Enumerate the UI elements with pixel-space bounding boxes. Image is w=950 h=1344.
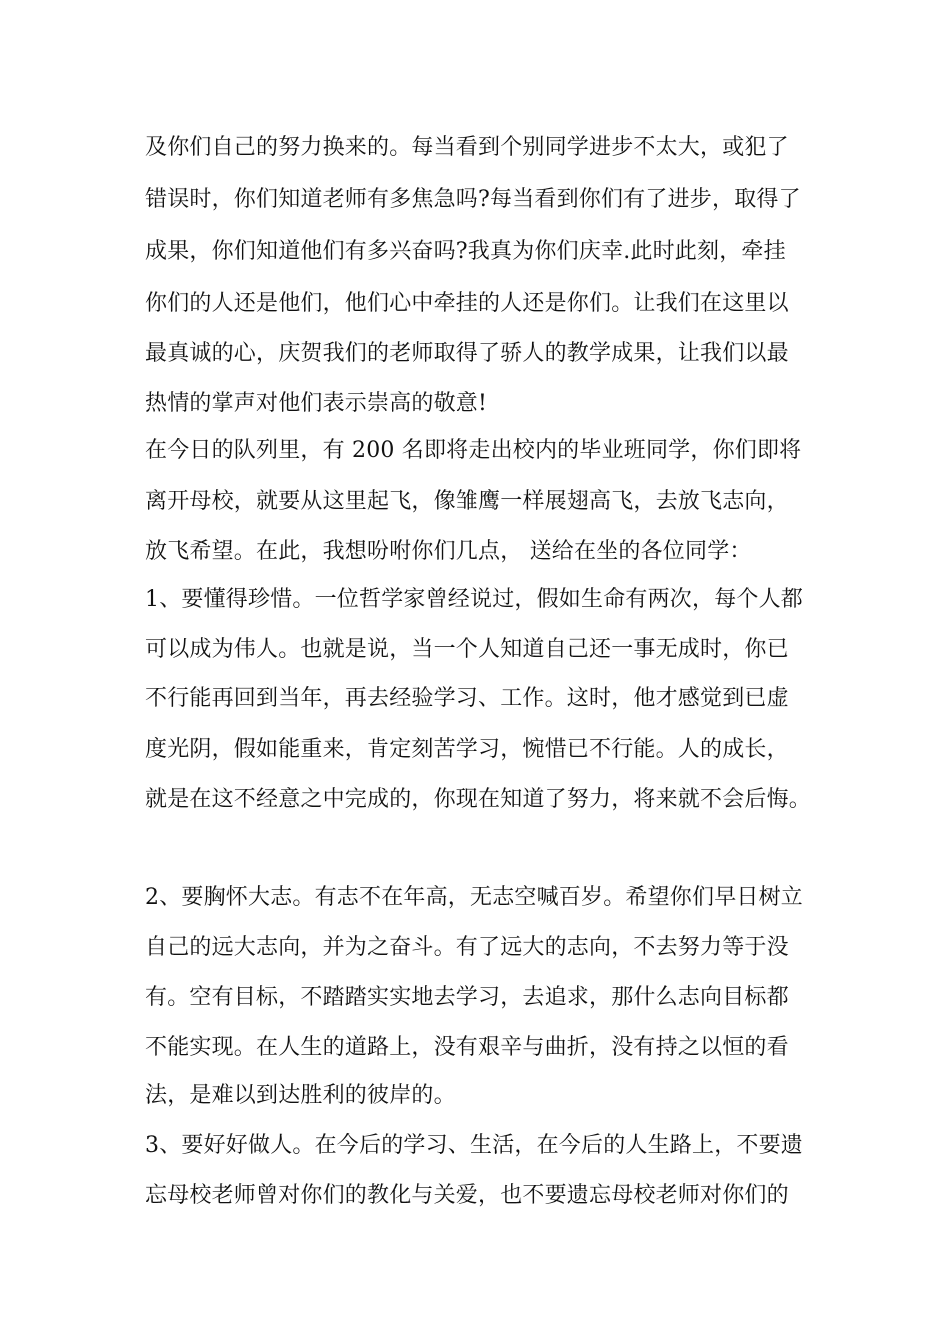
text-line: 有。空有目标，不踏踏实实地去学习，去追求，那什么志向目标都: [145, 985, 789, 1010]
text-line: 离开母校，就要从这里起飞，像雏鹰一样展翅高飞，去放飞志向，: [145, 489, 789, 514]
text-line: 及你们自己的努力换来的。每当看到个别同学进步不太大，或犯了: [145, 135, 789, 160]
text-line: 可以成为伟人。也就是说，当一个人知道自己还一事无成时，你已: [145, 637, 789, 662]
text-line: 错误时，你们知道老师有多焦急吗?每当看到你们有了进步，取得了: [145, 187, 801, 212]
text-line: 3、要好好做人。在今后的学习、生活，在今后的人生路上，不要遗: [145, 1133, 803, 1158]
text-line: 最真诚的心，庆贺我们的老师取得了骄人的教学成果，让我们以最: [145, 341, 789, 366]
text-line: 不能实现。在人生的道路上，没有艰辛与曲折，没有持之以恒的看: [145, 1035, 789, 1060]
text-line: 不行能再回到当年，再去经验学习、工作。这时，他才感觉到已虚: [145, 686, 789, 711]
text-line: 热情的掌声对他们表示崇高的敬意!: [145, 391, 488, 416]
text-line: 度光阴，假如能重来，肯定刻苦学习，惋惜已不行能。人的成长，: [145, 737, 789, 762]
text-line: 你们的人还是他们，他们心中牵挂的人还是你们。让我们在这里以: [145, 291, 789, 316]
text-line: 就是在这不经意之中完成的，你现在知道了努力，将来就不会后悔。: [145, 787, 812, 812]
text-line: 自己的远大志向，并为之奋斗。有了远大的志向，不去努力等于没: [145, 935, 789, 960]
text-line: 1、要懂得珍惜。一位哲学家曾经说过，假如生命有两次，每个人都: [145, 587, 803, 612]
text-line: 在今日的队列里，有 200 名即将走出校内的毕业班同学，你们即将: [145, 438, 802, 463]
text-line: 放飞希望。在此，我想吩咐你们几点， 送给在坐的各位同学：: [145, 539, 752, 564]
text-line: 成果，你们知道他们有多兴奋吗?我真为你们庆幸.此时此刻，牵挂: [145, 239, 786, 264]
text-line: 2、要胸怀大志。有志不在年高，无志空喊百岁。希望你们早日树立: [145, 885, 803, 910]
text-line: 法，是难以到达胜利的彼岸的。: [145, 1083, 456, 1108]
text-line: 忘母校老师曾对你们的教化与关爱，也不要遗忘母校老师对你们的: [145, 1183, 789, 1208]
